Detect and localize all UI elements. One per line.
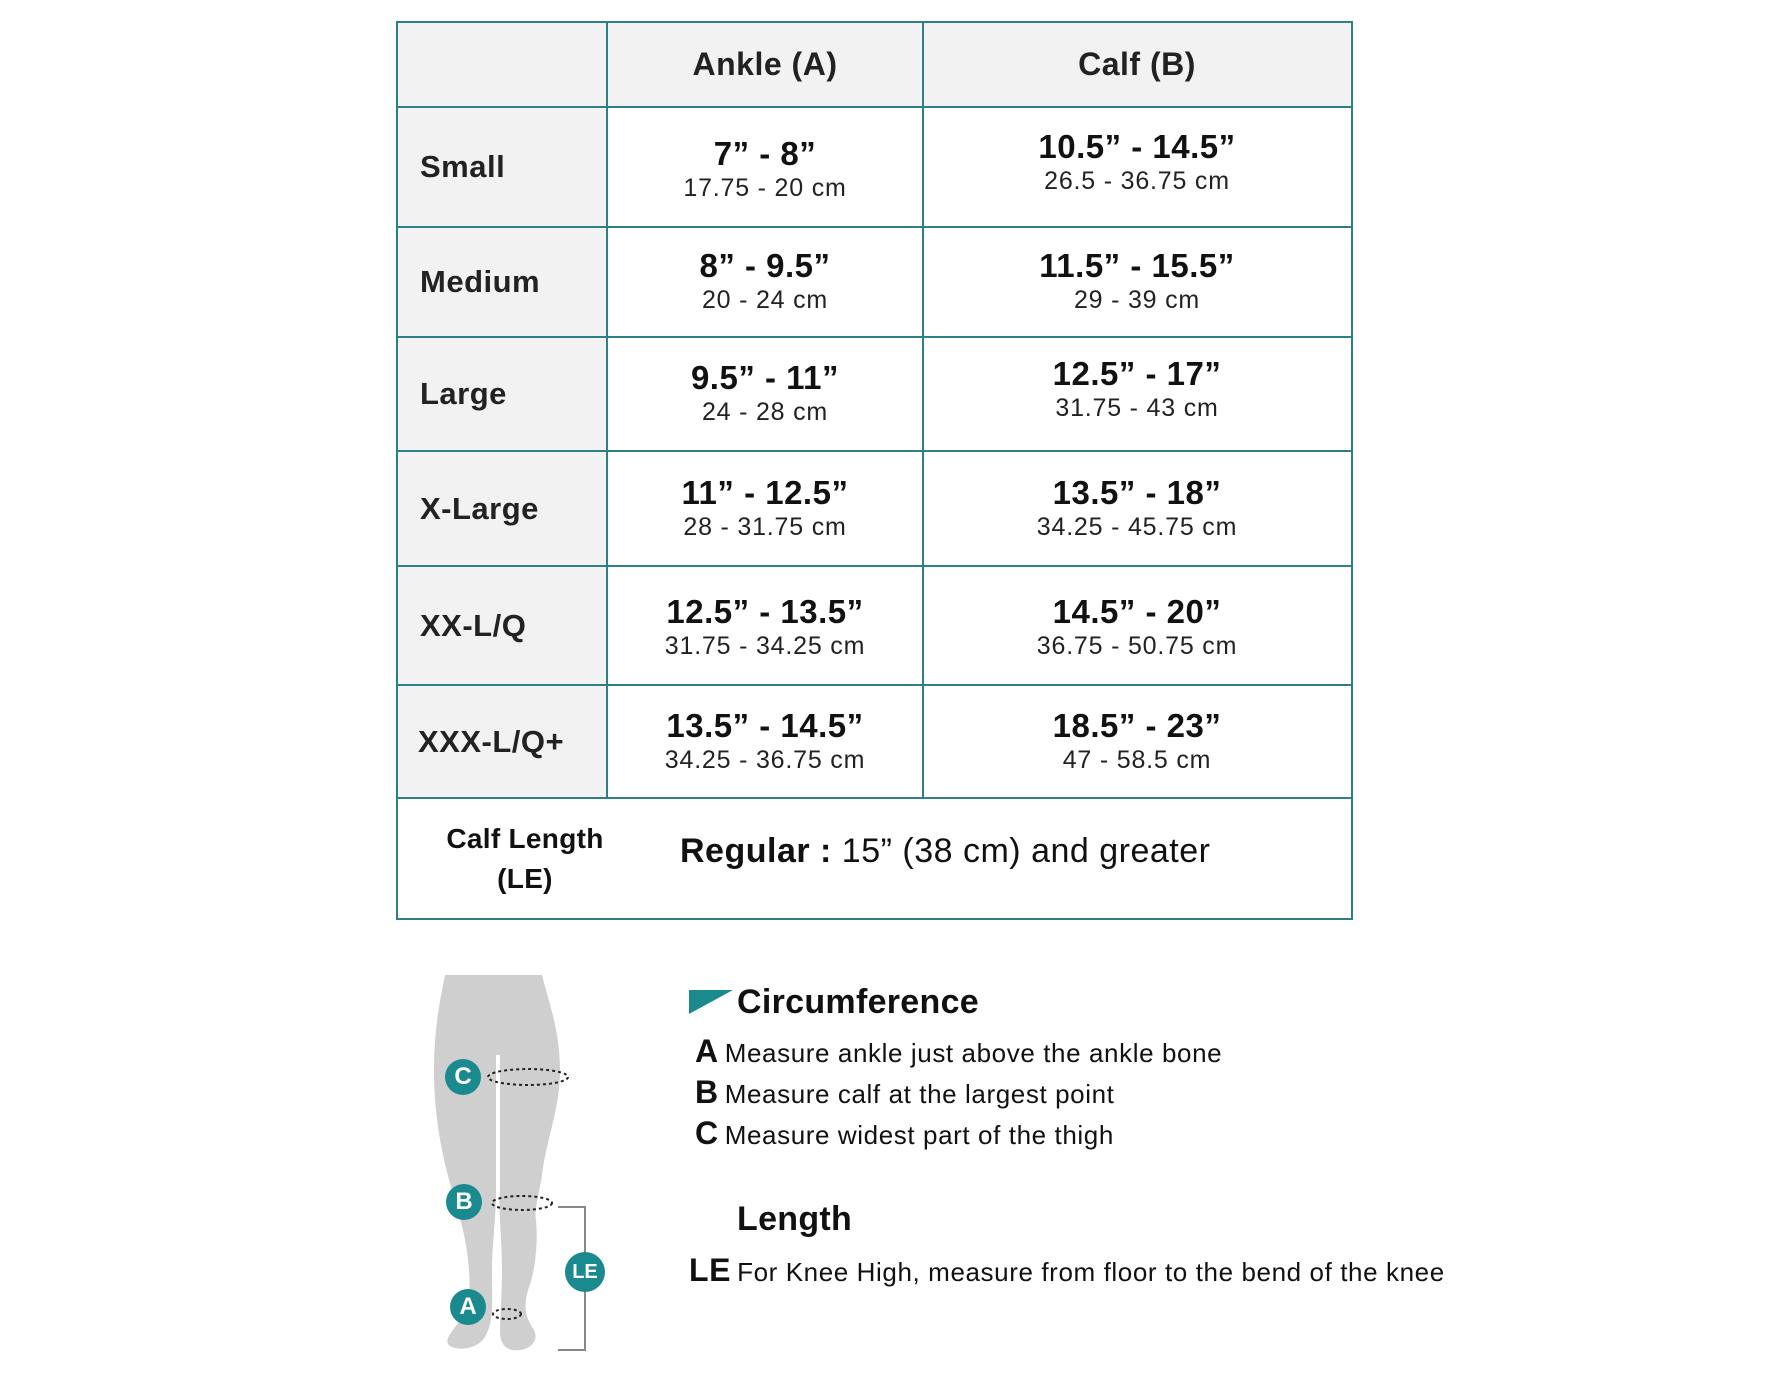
teal-flag-icon <box>689 990 733 1014</box>
legend-text: Measure calf at the largest point <box>724 1079 1115 1109</box>
regular-label: Regular : <box>680 832 832 870</box>
col-divider <box>922 21 924 799</box>
calf-cm: 47 - 58.5 cm <box>1062 745 1212 774</box>
circumference-title: Circumference <box>737 982 979 1021</box>
row-divider <box>396 565 1353 567</box>
regular-value: 15” (38 cm) and greater <box>831 832 1211 870</box>
row-divider <box>396 226 1353 228</box>
legend-item-b <box>695 1074 1115 1111</box>
header-empty-cell <box>396 21 607 107</box>
legend-item-a <box>695 1033 1222 1070</box>
ankle-inches: 7” - 8” <box>713 135 817 172</box>
teal-flag-icon <box>689 1205 733 1233</box>
size-label: Medium <box>420 264 541 299</box>
calf-length-value-cell <box>680 798 1320 919</box>
ankle-cell <box>607 566 923 685</box>
ankle-cm: 24 - 28 cm <box>701 398 829 426</box>
length-heading <box>689 1199 1589 1238</box>
badge-a <box>450 1289 486 1325</box>
ankle-inches: 8” - 9.5” <box>699 247 831 284</box>
legend-text: Measure ankle just above the ankle bone <box>724 1038 1223 1068</box>
table-border-right <box>1351 21 1353 920</box>
row-divider <box>396 106 1353 108</box>
table-border-left <box>396 21 398 920</box>
table-border-bottom <box>396 918 1353 920</box>
calf-cell <box>923 566 1351 685</box>
header-ankle: Ankle (A) <box>692 45 838 82</box>
calf-cell <box>923 685 1351 798</box>
size-label: XXX-L/Q+ <box>418 723 565 759</box>
ankle-cell <box>607 107 923 227</box>
size-label: X-Large <box>420 490 539 526</box>
calf-inches: 14.5” - 20” <box>1052 592 1222 630</box>
ankle-cm: 28 - 31.75 cm <box>683 512 847 541</box>
ankle-cell <box>607 337 923 451</box>
ankle-inches: 12.5” - 13.5” <box>666 592 864 630</box>
badge-b <box>446 1184 482 1220</box>
calf-inches: 12.5” - 17” <box>1052 355 1222 392</box>
badge-c-label: C <box>454 1063 472 1090</box>
length-section <box>689 1199 1589 1292</box>
leg-measurement-figure <box>420 970 620 1360</box>
legs-silhouette <box>434 975 560 1350</box>
size-label-cell <box>396 337 607 451</box>
calf-cm: 31.75 - 43 cm <box>1055 394 1219 422</box>
ankle-inches: 11” - 12.5” <box>681 473 849 511</box>
calf-inches: 13.5” - 18” <box>1052 473 1222 511</box>
row-divider <box>396 450 1353 452</box>
calf-cell <box>923 451 1351 566</box>
legend-item-le <box>689 1252 1445 1289</box>
header-calf-cell <box>923 21 1351 107</box>
calf-cell <box>923 107 1351 227</box>
size-label-cell <box>396 107 607 227</box>
legend-key: LE <box>689 1252 732 1288</box>
legend-key: B <box>695 1074 719 1110</box>
calf-inches: 10.5” - 14.5” <box>1038 128 1236 165</box>
calf-cell <box>923 227 1351 337</box>
badge-le-label: LE <box>572 1260 598 1283</box>
legend-text: Measure widest part of the thigh <box>724 1120 1114 1150</box>
col-divider <box>606 21 608 799</box>
legend-item-c <box>695 1115 1114 1152</box>
ankle-cm: 31.75 - 34.25 cm <box>664 631 866 660</box>
legend-key: A <box>695 1033 719 1069</box>
size-label: Large <box>420 376 507 411</box>
legend-text: For Knee High, measure from floor to the bend of the knee <box>737 1257 1445 1287</box>
legend-key: C <box>695 1115 719 1151</box>
header-ankle-cell <box>607 21 923 107</box>
calf-length-regular <box>680 832 1210 871</box>
table-border-top <box>396 21 1353 23</box>
size-chart-table <box>396 21 1351 919</box>
ankle-cell <box>607 685 923 798</box>
circumference-heading <box>689 982 1389 1021</box>
badge-b-label: B <box>455 1188 473 1215</box>
row-divider <box>396 684 1353 686</box>
calf-cm: 26.5 - 36.75 cm <box>1044 167 1230 195</box>
header-calf: Calf (B) <box>1078 45 1196 82</box>
badge-le <box>565 1252 605 1292</box>
calf-cm: 34.25 - 45.75 cm <box>1036 512 1238 541</box>
calf-cell <box>923 337 1351 451</box>
row-divider <box>396 797 1353 799</box>
ankle-inches: 13.5” - 14.5” <box>666 706 864 744</box>
badge-c <box>445 1059 481 1095</box>
size-label-cell <box>396 566 607 685</box>
size-label-cell <box>396 451 607 566</box>
row-divider <box>396 336 1353 338</box>
badge-a-label: A <box>459 1293 477 1320</box>
length-title: Length <box>737 1199 853 1238</box>
size-label-cell <box>396 227 607 337</box>
ankle-cm: 34.25 - 36.75 cm <box>664 745 866 774</box>
circumference-section <box>689 982 1389 1151</box>
size-label: XX-L/Q <box>420 607 527 643</box>
calf-inches: 11.5” - 15.5” <box>1039 247 1235 284</box>
calf-cm: 29 - 39 cm <box>1073 286 1201 314</box>
calf-cm: 36.75 - 50.75 cm <box>1036 631 1238 660</box>
ankle-cm: 20 - 24 cm <box>701 286 829 314</box>
calf-inches: 18.5” - 23” <box>1052 706 1222 744</box>
calf-length-abbrev: (LE) <box>497 862 553 894</box>
calf-length-label: Calf Length <box>446 822 604 854</box>
ankle-inches: 9.5” - 11” <box>690 359 840 396</box>
ankle-cell <box>607 451 923 566</box>
size-label: Small <box>420 149 506 184</box>
ankle-cell <box>607 227 923 337</box>
calf-length-label-cell <box>396 798 654 919</box>
size-label-cell <box>396 685 607 798</box>
ankle-cm: 17.75 - 20 cm <box>683 174 847 202</box>
